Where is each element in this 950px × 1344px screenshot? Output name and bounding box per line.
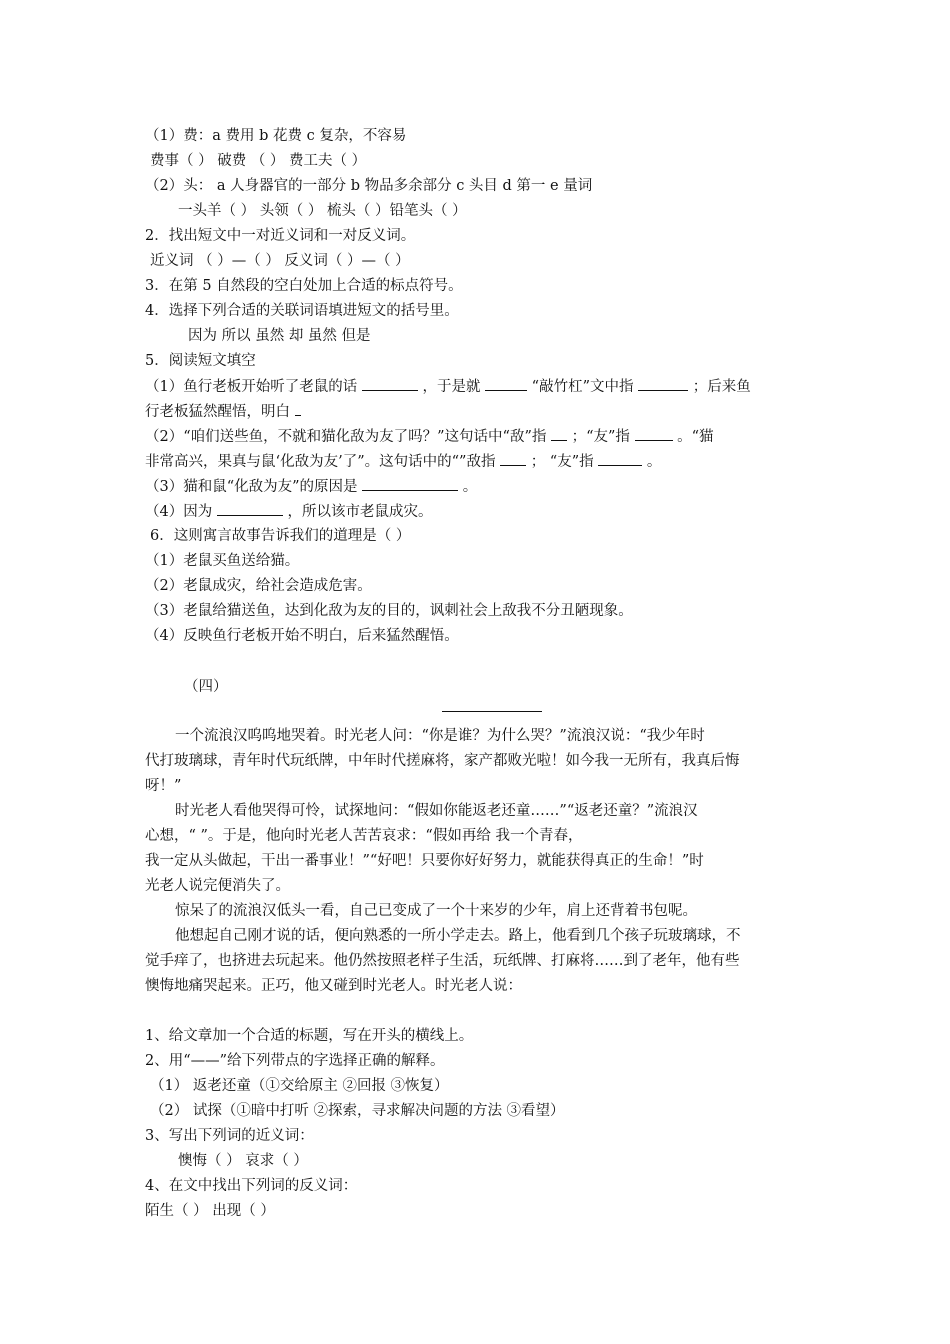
section-four-q2: 2、用“——”给下列带点的字选择正确的解释。 <box>145 1053 445 1069</box>
q6-option-2: （2）老鼠成灾，给社会造成危害。 <box>145 578 372 594</box>
blank-line <box>485 376 527 391</box>
section-four-q2-item-1: （1） 返老还童（①交给原主 ②回报 ③恢复） <box>150 1078 449 1094</box>
q2-heading: 2．找出短文中一对近义词和一对反义词。 <box>145 228 416 244</box>
section-four-q4-blanks: 陌生（ ） 出现（ ） <box>145 1203 275 1219</box>
q6-heading: 6．这则寓言故事告诉我们的道理是（ ） <box>150 528 411 544</box>
passage-line: 心想，“ ”。于是，他向时光老人苦苦哀求：“假如再给 我一个青春， <box>145 828 583 844</box>
section-four-q1: 1、给文章加一个合适的标题，写在开头的横线上。 <box>145 1028 474 1044</box>
blank-line <box>598 451 642 466</box>
q5-2-line: （2）“咱们送些鱼，不就和猫化敌为友了吗？”这句话中“敌”指 ；“友”指 。“猫 <box>145 426 714 447</box>
q5-2-line-cont: 非常高兴，果真与鼠‘化敌为友’了”。这句话中的“”敌指 ； “友”指 。 <box>145 451 661 472</box>
section-four-q3: 3、写出下列词的近义词： <box>145 1128 314 1144</box>
q2-blanks: 近义词 （ ）—（ ） 反义词（ ）—（ ） <box>150 253 410 269</box>
q1-1-fei-blanks: 费事（ ） 破费 （ ） 费工夫（ ） <box>150 153 367 169</box>
passage-line: 惊呆了的流浪汉低头一看，自己已变成了一个十来岁的少年，肩上还背着书包呢。 <box>175 903 697 919</box>
blank-line <box>551 426 567 441</box>
q3-heading: 3．在第 5 自然段的空白处加上合适的标点符号。 <box>145 278 463 294</box>
blank-line <box>362 476 458 491</box>
blank-line <box>362 376 418 391</box>
passage-line: 光老人说完便消失了。 <box>145 878 290 894</box>
passage-line: 懊悔地痛哭起来。正巧，他又碰到时光老人。时光老人说： <box>145 978 522 994</box>
q4-heading: 4．选择下列合适的关联词语填进短文的括号里。 <box>145 303 459 319</box>
q1-2-tou-blanks: 一头羊（ ） 头领（ ） 梳头（ ）铅笔头（ ） <box>178 203 467 219</box>
q4-word-choices: 因为 所以 虽然 却 虽然 但是 <box>188 328 371 344</box>
q6-option-1: （1）老鼠买鱼送给猫。 <box>145 553 300 569</box>
section-four-heading: （四） <box>184 679 228 695</box>
blank-line <box>635 426 673 441</box>
q5-4-line: （4）因为 ，所以该市老鼠成灾。 <box>145 501 432 522</box>
q6-option-3: （3）老鼠给猫送鱼，达到化敌为友的目的，讽刺社会上敌我不分丑陋现象。 <box>145 603 633 619</box>
title-blank-line <box>442 711 542 712</box>
passage-line: 时光老人看他哭得可怜，试探地问：“假如你能返老还童……”“返老还童？”流浪汉 <box>175 803 698 819</box>
passage-line: 一个流浪汉呜呜地哭着。时光老人问：“你是谁？为什么哭？”流浪汉说：“我少年时 <box>175 728 705 744</box>
blank-line <box>500 451 526 466</box>
blank-line <box>295 401 301 416</box>
passage-line: 觉手痒了，也挤进去玩起来。他仍然按照老样子生活，玩纸牌、打麻将……到了老年，他有些 <box>145 953 740 969</box>
q1-2-tou-options: （2）头： a 人身器官的一部分 b 物品多余部分 c 头目 d 第一 e 量词 <box>145 178 593 194</box>
q6-option-4: （4）反映鱼行老板开始不明白，后来猛然醒悟。 <box>145 628 459 644</box>
q5-1-line-cont: 行老板猛然醒悟，明白 <box>145 401 301 422</box>
blank-line <box>638 376 688 391</box>
section-four-q4: 4、在文中找出下列词的反义词： <box>145 1178 358 1194</box>
blank-line <box>217 501 283 516</box>
passage-line: 我一定从头做起，干出一番事业！”“好吧！只要你好好努力，就能获得真正的生命！”时 <box>145 853 704 869</box>
q5-heading: 5．阅读短文填空 <box>145 353 256 369</box>
q1-1-fei-options: （1）费：a 费用 b 花费 c 复杂，不容易 <box>145 128 407 144</box>
passage-line: 代打玻璃球，青年时代玩纸牌，中年时代搓麻将，家产都败光啦！如今我一无所有，我真后悔 <box>145 753 740 769</box>
q5-3-line: （3）猫和鼠“化敌为友”的原因是 。 <box>145 476 477 497</box>
passage-line: 他想起自己刚才说的话，便向熟悉的一所小学走去。路上，他看到几个孩子玩玻璃球，不 <box>175 928 741 944</box>
section-four-q3-blanks: 懊悔（ ） 哀求（ ） <box>178 1153 308 1169</box>
section-four-q2-item-2: （2） 试探（①暗中打听 ②探索，寻求解决问题的方法 ③看望） <box>150 1103 565 1119</box>
q5-1-line: （1）鱼行老板开始听了老鼠的话 ，于是就 “敲竹杠”文中指 ；后来鱼 <box>145 376 751 397</box>
passage-line: 呀！” <box>145 778 182 794</box>
